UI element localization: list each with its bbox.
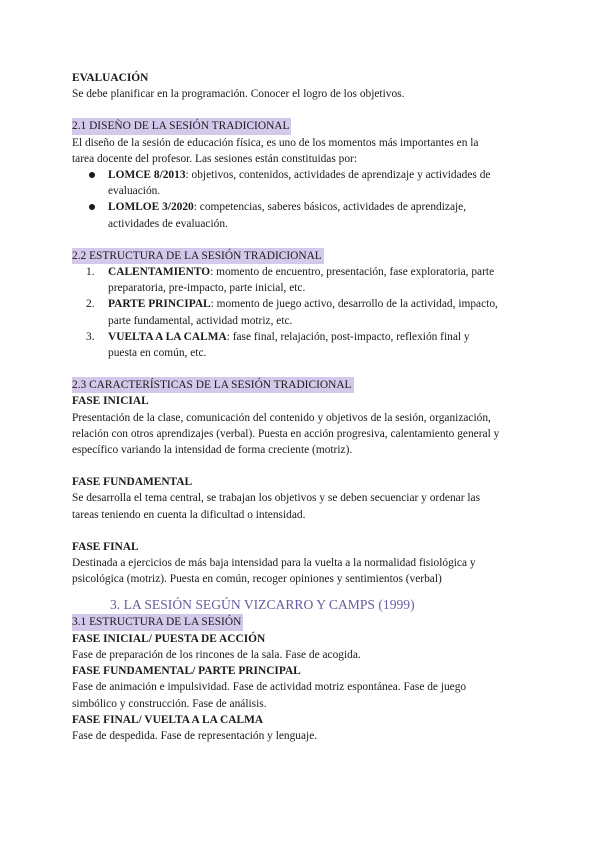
item-text-cont: parte fundamental, actividad motriz, etc.	[108, 314, 293, 327]
section-2-3-heading: 2.3 CARACTERÍSTICAS DE LA SESIÓN TRADICIONAL	[72, 377, 354, 393]
phase-text-inicial: Fase de preparación de los rincones de la sala. Fase de acogida.	[72, 648, 361, 661]
section-2-1-heading: 2.1 DISEÑO DE LA SESIÓN TRADICIONAL	[72, 118, 291, 134]
fase-inicial-line-2: relación con otros aprendizajes (verbal). Puesta en acción progresiva, calentamiento general y	[72, 427, 500, 440]
list-number: 3.	[86, 330, 95, 343]
bullet-text-cont: evaluación.	[108, 185, 161, 198]
bullet-icon	[89, 172, 95, 178]
fase-final-line-2: psicológica (motriz). Puesta en común, recoger opiniones y sentimientos (verbal)	[72, 573, 442, 586]
list-item	[72, 329, 530, 361]
s22-numbered-list	[72, 264, 530, 361]
s21-bullet-list	[72, 167, 530, 232]
evaluacion-title: EVALUACIÓN	[72, 72, 149, 84]
phase-text-fundamental-2: simbólico y construcción. Fase de análisis.	[72, 697, 267, 710]
item-text: : momento de juego activo, desarrollo de la actividad, impacto,	[210, 298, 498, 311]
item-title: CALENTAMIENTO	[108, 266, 211, 279]
section-3-heading: 3. LA SESIÓN SEGÚN VIZCARRO Y CAMPS (1999)	[110, 597, 415, 613]
item-text: : momento de encuentro, presentación, fase exploratoria, parte	[210, 266, 495, 279]
law-name: LOMLOE 3/2020	[108, 201, 194, 214]
item-text: : fase final, relajación, post-impacto, reflexión final y	[226, 330, 470, 343]
evaluacion-text: Se debe planificar en la programación. Conocer el logro de los objetivos.	[72, 88, 405, 101]
item-title: PARTE PRINCIPAL	[108, 298, 211, 311]
bullet-icon	[89, 204, 95, 210]
item-text-cont: puesta en común, etc.	[108, 347, 207, 360]
list-item	[72, 264, 530, 296]
fase-inicial-line-3: específico variando la intensidad de forma creciente (motriz).	[72, 444, 353, 457]
fase-final-title: FASE FINAL	[72, 540, 139, 553]
phase-title-fundamental: FASE FUNDAMENTAL/ PARTE PRINCIPAL	[72, 665, 301, 678]
list-item	[72, 199, 530, 231]
fase-inicial-line-1: Presentación de la clase, comunicación del contenido y objetivos de la sesión, organización,	[72, 411, 491, 424]
list-number: 2.	[86, 298, 95, 311]
phase-title-inicial: FASE INICIAL/ PUESTA DE ACCIÓN	[72, 632, 266, 645]
fase-fundamental-line-2: tareas teniendo en cuenta la dificultad o intensidad.	[72, 508, 306, 521]
phase-title-final: FASE FINAL/ VUELTA A LA CALMA	[72, 713, 264, 726]
section-3-1-heading: 3.1 ESTRUCTURA DE LA SESIÓN	[72, 614, 243, 630]
list-number: 1.	[86, 266, 95, 279]
list-item	[72, 167, 530, 199]
fase-inicial-title: FASE INICIAL	[72, 395, 149, 408]
item-title: VUELTA A LA CALMA	[108, 330, 227, 343]
list-item	[72, 296, 530, 328]
item-text-cont: preparatoria, pre-impacto, parte inicial, etc.	[108, 282, 306, 295]
section-2-2-heading: 2.2 ESTRUCTURA DE LA SESIÓN TRADICIONAL	[72, 248, 324, 264]
fase-final-line-1: Destinada a ejercicios de más baja intensidad para la vuelta a la normalidad fisiológica y	[72, 557, 476, 570]
bullet-text-cont: actividades de evaluación.	[108, 217, 228, 230]
fase-fundamental-title: FASE FUNDAMENTAL	[72, 476, 193, 489]
phase-text-final: Fase de despedida. Fase de representación y lenguaje.	[72, 729, 318, 742]
phase-text-fundamental-1: Fase de animación e impulsividad. Fase de actividad motriz espontánea. Fase de juego	[72, 681, 467, 694]
s21-intro-line-2: tarea docente del profesor. Las sesiones están constituidas por:	[72, 152, 357, 165]
bullet-text: : competencias, saberes básicos, actividades de aprendizaje,	[193, 201, 467, 214]
s21-intro-line-1: El diseño de la sesión de educación física, es uno de los momentos más importantes en la	[72, 136, 479, 149]
law-name: LOMCE 8/2013	[108, 169, 186, 182]
fase-fundamental-line-1: Se desarrolla el tema central, se trabajan los objetivos y se deben secuenciar y ordenar las	[72, 492, 480, 505]
bullet-text: : objetivos, contenidos, actividades de aprendizaje y actividades de	[185, 169, 491, 182]
